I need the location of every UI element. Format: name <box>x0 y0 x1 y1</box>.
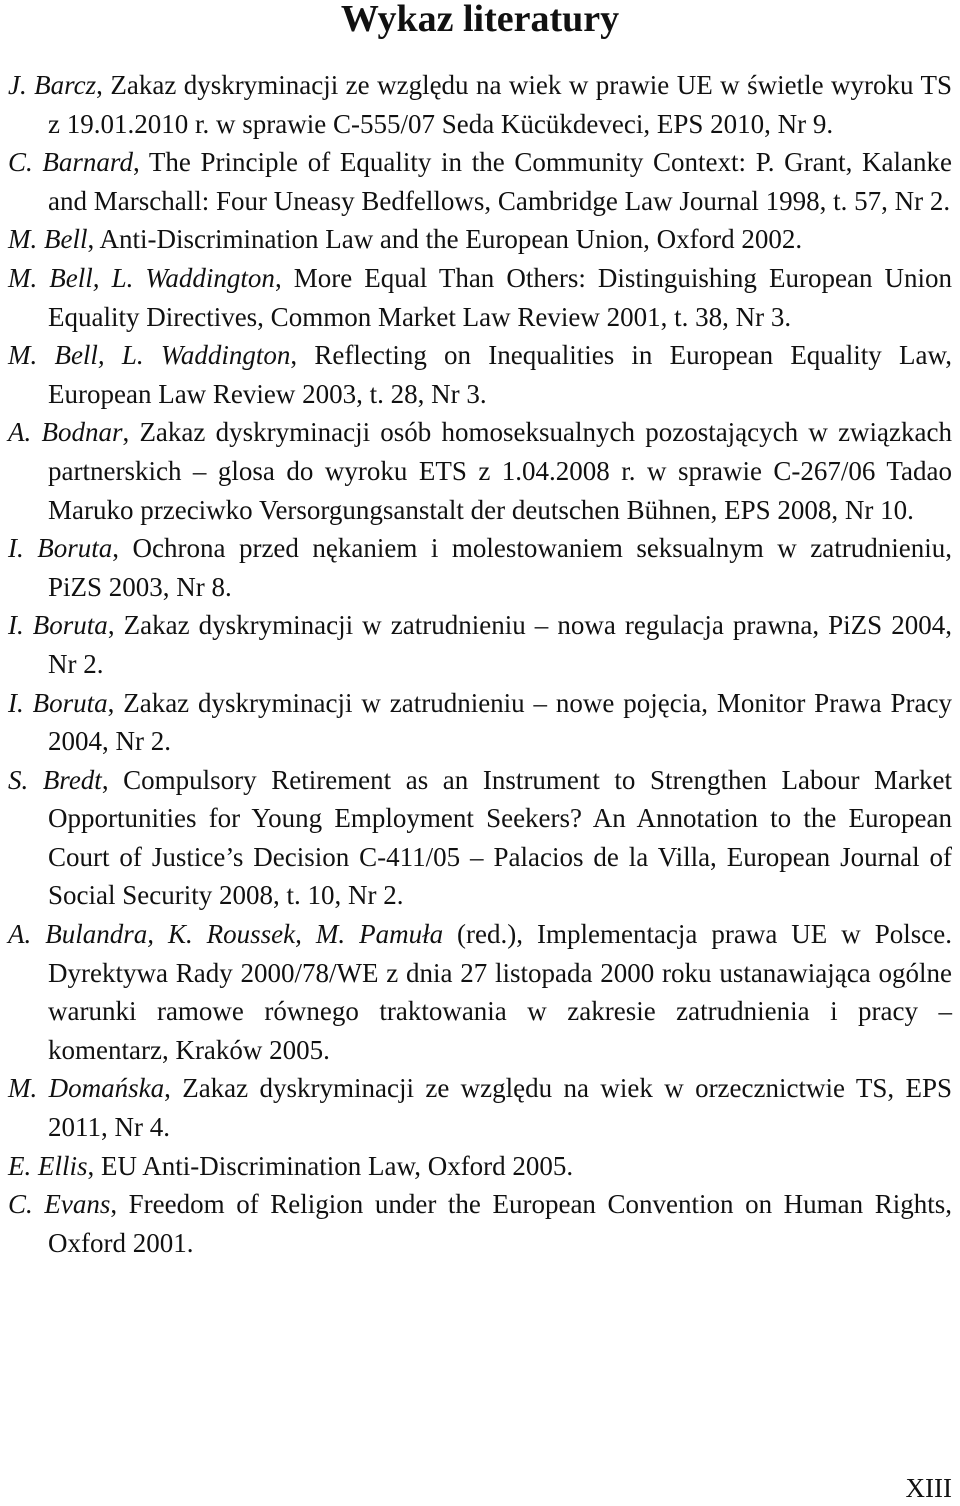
entry-text: , Zakaz dyskryminacji ze względu na wiek w prawie UE w świetle wyroku TS z 19.01.2010 r. w sprawie C-555/07 Seda Kücükdeveci, EPS 2010, Nr 9. <box>48 70 952 139</box>
bibliography-entry <box>8 915 952 1069</box>
bibliography-entry <box>8 1185 952 1262</box>
page-title: Wykaz literatury <box>340 0 620 40</box>
entry-text: , Zakaz dyskryminacji w zatrudnieniu – nowa regulacja prawna, PiZS 2004, Nr 2. <box>48 610 952 679</box>
entry-text: , Zakaz dyskryminacji osób homoseksualnych pozostających w związkach partnerskich – glosa do wyroku ETS z 1.04.2008 r. w sprawie C-267/06 Tadao Maruko przeciwko Versorgungsanstalt der deutschen Bühnen, EPS 2008, Nr 10. <box>48 417 952 525</box>
entry-author: I. Boruta <box>8 533 113 564</box>
entry-author: C. Evans <box>8 1189 111 1220</box>
entry-author: E. Ellis <box>8 1150 88 1181</box>
bibliography-entry <box>8 1069 952 1146</box>
entry-author: M. Bell, L. Waddington <box>8 340 291 371</box>
entry-text: , Reflecting on Inequalities in European Equality Law, European Law Review 2003, t. 28, Nr 3. <box>48 340 952 409</box>
entry-text: , Zakaz dyskryminacji ze względu na wiek w orzecznictwie TS, EPS 2011, Nr 4. <box>48 1073 952 1143</box>
entry-author: M. Domańska <box>8 1073 165 1104</box>
entry-author: I. Boruta <box>8 610 108 641</box>
entry-author: M. Bell, L. Waddington <box>8 262 275 293</box>
entry-text: , EU Anti-Discrimination Law, Oxford 2005. <box>87 1150 574 1181</box>
entry-author: A. Bodnar <box>8 417 123 448</box>
bibliography-entry <box>8 66 952 143</box>
entry-text: , Zakaz dyskryminacji w zatrudnieniu – nowe pojęcia, Monitor Prawa Pracy 2004, Nr 2. <box>48 687 952 757</box>
bibliography-entry <box>8 761 952 915</box>
entry-text: , Anti-Discrimination Law and the European Union, Oxford 2002. <box>87 224 803 255</box>
entry-author: I. Boruta <box>8 687 108 718</box>
entry-author: S. Bredt <box>8 764 102 795</box>
entry-author: M. Bell <box>8 224 88 255</box>
entry-author: J. Barcz <box>8 70 97 100</box>
bibliography-entry <box>8 606 952 683</box>
entry-text: , The Principle of Equality in the Community Context: P. Grant, Kalanke and Marschall: Four Uneasy Bedfellows, Cambridge Law Journal 1998, t. 57, Nr 2. <box>48 147 953 216</box>
bibliography-entry <box>8 1147 952 1186</box>
page-number: XIII <box>905 1473 952 1503</box>
bibliography-entry <box>8 143 952 220</box>
bibliography-entry <box>8 529 952 606</box>
entry-text: , Ochrona przed nękaniem i molestowaniem seksualnym w zatrudnieniu, PiZS 2003, Nr 8. <box>48 533 952 602</box>
entry-text: , More Equal Than Others: Distinguishing European Union Equality Directives, Common Market Law Review 2001, t. 38, Nr 3. <box>48 262 952 332</box>
bibliography-entry <box>8 220 952 259</box>
bibliography-list <box>8 66 952 1262</box>
bibliography-entry <box>8 336 952 413</box>
bibliography-entry <box>8 684 952 761</box>
entry-text: , Compulsory Retirement as an Instrument to Strengthen Labour Market Opportunities for Young Employment Seekers? An Annotation to the European Court of Justice’s Decision C-411/05 – Palacios de la Villa, European Journal of Social Security 2008, t. 10, Nr 2. <box>48 764 953 911</box>
bibliography-entry <box>8 413 952 529</box>
bibliography-entry <box>8 259 952 336</box>
entry-author: A. Bulandra, K. Roussek, M. Pamuła <box>8 919 444 950</box>
entry-text: , Freedom of Religion under the European Convention on Human Rights, Oxford 2001. <box>48 1189 952 1258</box>
entry-text: (red.), Implementacja prawa UE w Polsce. Dyrektywa Rady 2000/78/WE z dnia 27 listopada 2000 roku ustanawiająca ogólne warunki ramowe równego traktowania w zakresie zatrudnienia i pracy – komentarz, Kraków 2005. <box>48 919 952 1065</box>
entry-author: C. Barnard <box>8 147 133 178</box>
